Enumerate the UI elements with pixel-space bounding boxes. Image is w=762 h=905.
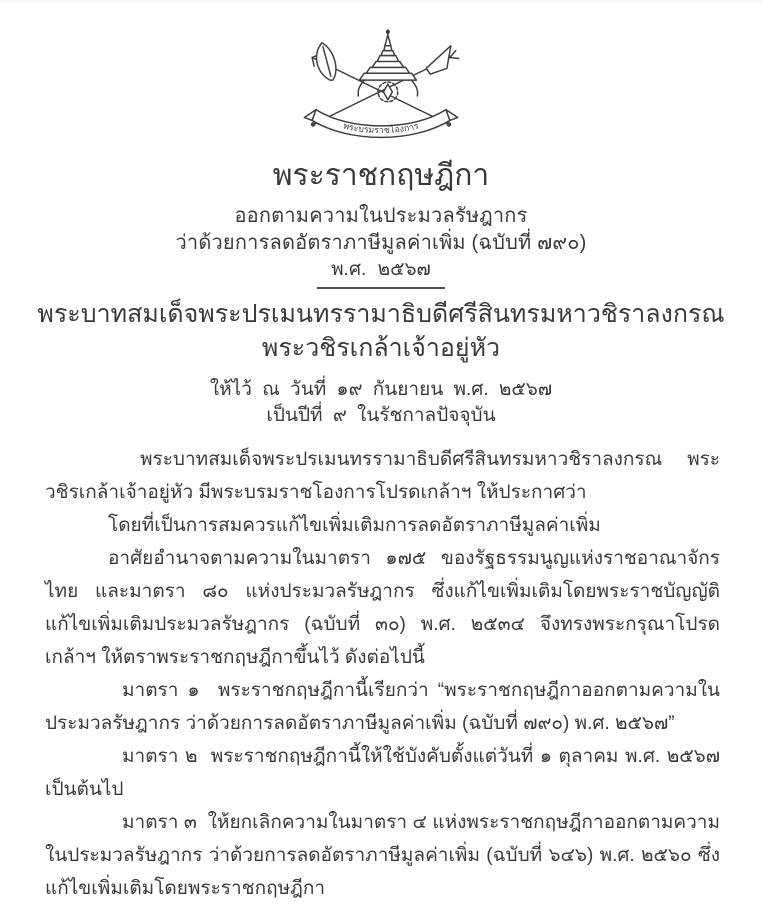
decree-body (0, 443, 762, 905)
decree-subtitle-line2: ว่าด้วยการลดอัตราภาษีมูลค่าเพิ่ม (ฉบับที่ ๗๙๐) (175, 232, 587, 254)
decree-paragraph-section-3: มาตรา ๓ ให้ยกเลิกความในมาตรา ๔ แห่งพระราชกฤษฎีกาออกตามความในประมวลรัษฎากร ว่าด้วยการลดอัตราภาษีมูลค่าเพิ่ม (ฉบับที่ ๖๔๖) พ.ศ. ๒๕๖๐ ซึ่งแก้ไขเพิ่มเติมโดยพระราชกฤษฎีกา (45, 812, 720, 899)
decree-year: พ.ศ. ๒๕๖๗ (331, 259, 431, 280)
decree-title: พระราชกฤษฎีกา (272, 159, 490, 192)
decree-paragraph-preamble: พระบาทสมเด็จพระปรเมนทรรามาธิบดีศรีสินทรมหาวชิราลงกรณ พระวชิรเกล้าเจ้าอยู่หัว มีพระบรมราชโองการโปรดเกล้าฯ ให้ประกาศว่า (45, 449, 720, 503)
reign-year: เป็นปีที่ ๙ ในรัชกาลปัจจุบัน (266, 405, 496, 426)
king-name-line2: พระวชิรเกล้าเจ้าอยู่หัว (261, 334, 501, 362)
royal-command-emblem-icon (301, 27, 461, 147)
promulgation-date: ให้ไว้ ณ วันที่ ๑๙ กันยายน พ.ศ. ๒๕๖๗ (209, 379, 553, 400)
decree-paragraph-authority: อาศัยอำนาจตามความในมาตรา ๑๗๕ ของรัฐธรรมนูญแห่งราชอาณาจักรไทย และมาตรา ๘๐ แห่งประมวลรัษฎากร ซึ่งแก้ไขเพิ่มเติมโดยพระราชบัญญัติแก้ไขเพิ่มเติมประมวลรัษฎากร (ฉบับที่ ๓๐) พ.ศ. ๒๕๓๔ จึงทรงพระกรุณาโปรดเกล้าฯ ให้ตราพระราชกฤษฎีกาขึ้นไว้ ดังต่อไปนี้ (45, 548, 720, 668)
header-divider-rule (317, 287, 445, 289)
royal-command-emblem (301, 27, 461, 147)
decree-subtitle-line1: ออกตามความในประมวลรัษฎากร (234, 205, 528, 227)
king-name-line1: พระบาทสมเด็จพระปรเมนทรรามาธิบดีศรีสินทรมหาวชิราลงกรณ (37, 300, 725, 328)
decree-paragraph-section-2: มาตรา ๒ พระราชกฤษฎีกานี้ให้ใช้บังคับตั้งแต่วันที่ ๑ ตุลาคม พ.ศ. ๒๕๖๗ เป็นต้นไป (45, 746, 726, 800)
decree-paragraph-section-1: มาตรา ๑ พระราชกฤษฎีกานี้เรียกว่า “พระราชกฤษฎีกาออกตามความในประมวลรัษฎากร ว่าด้วยการลดอัตราภาษีมูลค่าเพิ่ม (ฉบับที่ ๗๙๐) พ.ศ. ๒๕๖๗” (45, 680, 720, 734)
decree-paragraph-rationale: โดยที่เป็นการสมควรแก้ไขเพิ่มเติมการลดอัตราภาษีมูลค่าเพิ่ม (108, 515, 601, 536)
emblem-banner-text: พระบรมราชโองการ (342, 120, 420, 135)
